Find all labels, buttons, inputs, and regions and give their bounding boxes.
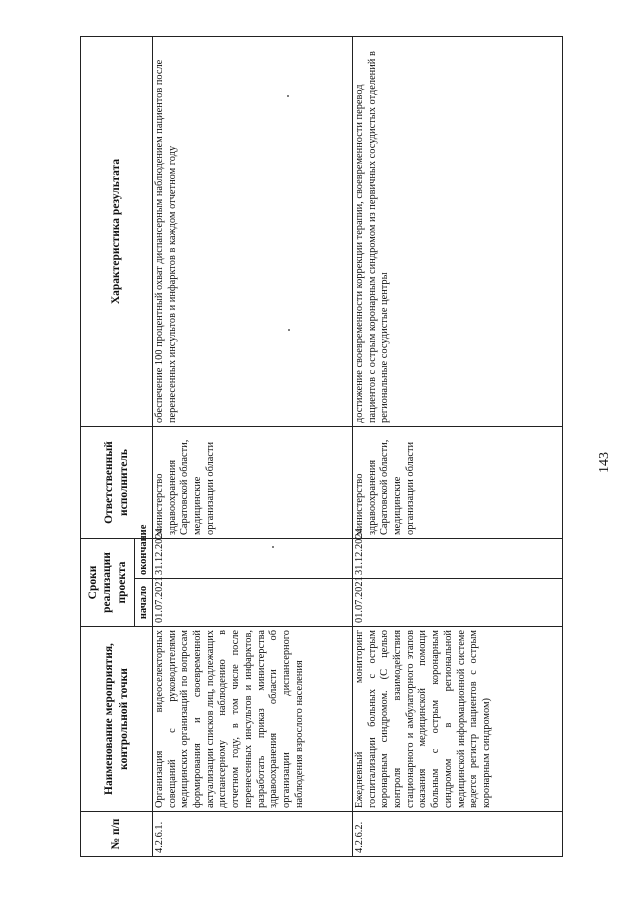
- header-name: Наименование мероприятия, контрольной точки: [81, 627, 153, 812]
- scan-speck: [287, 95, 289, 97]
- table-row: [353, 37, 563, 857]
- row-name: Организация видеоселекторных совещаний с руководителями медицинских организаций по вопросам формирования и своевременной актуализации списков лиц, подлежащих диспансерному наблюдению в отчетном году, в том числе после перенесенных инсультов и инфарктов, разработать приказ министерства здравоохранения области об организации диспансерного наблюдения взрослого населения: [153, 627, 353, 812]
- row-responsible: министерство здравоохранения Саратовской области, медицинские организации области: [153, 427, 353, 539]
- row-num: 4.2.6.2.: [353, 812, 563, 857]
- page-number: 143: [597, 452, 612, 473]
- row-result: достижение своевременности коррекции терапии, своевременности перевод пациентов с острым коронарным синдромом из первичных сосудистых отделений в региональные сосудистые центры: [353, 37, 563, 427]
- row-start: 01.07.2021: [353, 579, 563, 627]
- activities-table: [80, 36, 563, 857]
- row-end: 31.12.2024: [153, 539, 353, 579]
- row-result: обеспечение 100 процентный охват диспансерным наблюдением пациентов после перенесенных инсультов и инфарктов в каждом отчетном году: [153, 37, 353, 427]
- table-row: [153, 37, 353, 857]
- row-num: 4.2.6.1.: [153, 812, 353, 857]
- scan-speck: [288, 329, 290, 331]
- header-terms: Сроки реализации проекта: [81, 539, 135, 627]
- header-result: Характеристика результата: [81, 37, 153, 427]
- row-end: 31.12.2024: [353, 539, 563, 579]
- header-num: № п/п: [81, 812, 153, 857]
- header-end: окончание: [135, 539, 153, 579]
- header-row: [81, 37, 135, 857]
- row-name: Ежедневный мониторинг госпитализации больных с острым коронарным синдромом. (С целью контроля взаимодействия стационарного и амбулаторного этапов оказания медицинской помощи больным с острым коронарным синдромом в региональной медицинской информационной системе ведется регистр пациентов с острым коронарным синдромом): [353, 627, 563, 812]
- row-responsible: министерство здравоохранения Саратовской области, медицинские организации области: [353, 427, 563, 539]
- header-responsible: Ответственный исполнитель: [81, 427, 153, 539]
- row-start: 01.07.2021: [153, 579, 353, 627]
- scan-speck: [272, 546, 274, 548]
- header-start: начало: [135, 579, 153, 627]
